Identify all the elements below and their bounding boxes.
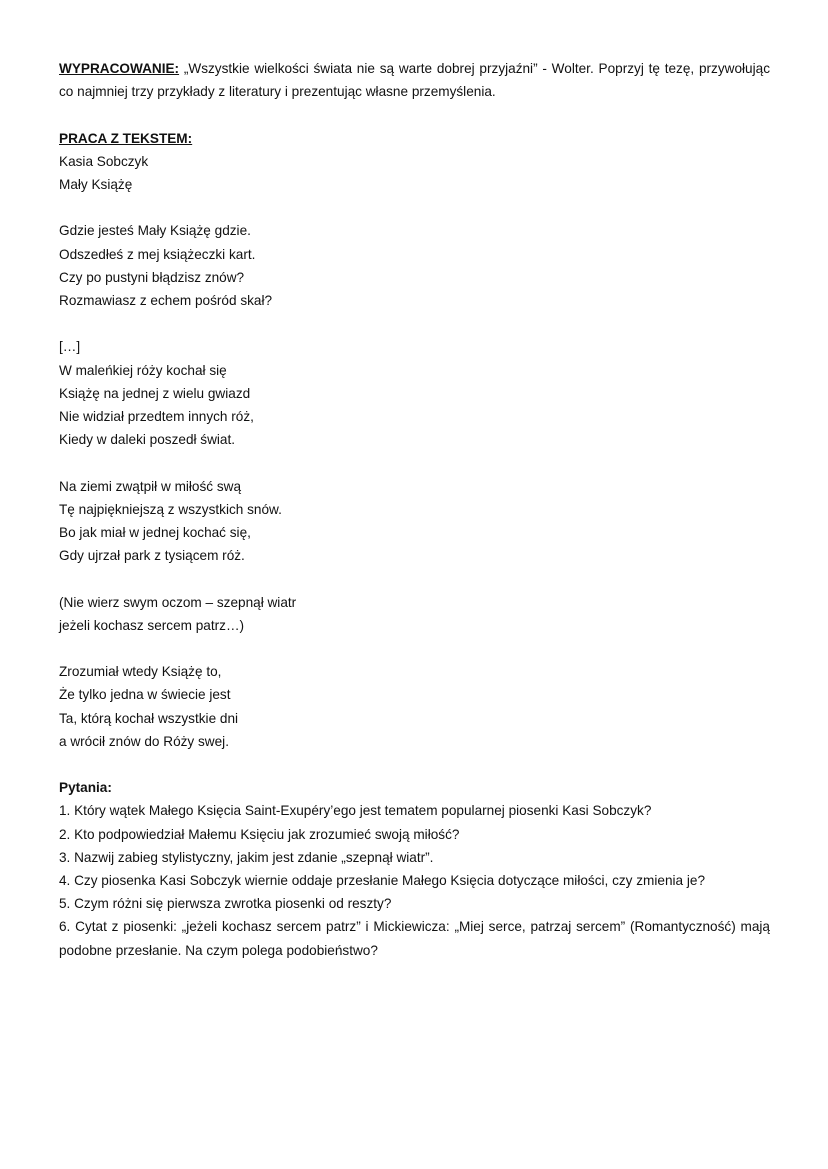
verse-line: Książę na jednej z wielu gwiazd — [59, 385, 251, 401]
verse-line: Czy po pustyni błądzisz znów? — [59, 269, 245, 285]
spacer — [59, 637, 770, 660]
assignment-paragraph — [59, 57, 770, 103]
verse-line: Na ziemi zwątpił w miłość swą — [59, 478, 242, 494]
verse-line: Tę najpiękniejszą z wszystkich snów. — [59, 501, 282, 517]
verse-line: Że tylko jedna w świecie jest — [59, 687, 231, 703]
text-work-section — [59, 127, 770, 197]
document-page — [59, 57, 770, 962]
spacer — [59, 103, 770, 126]
verse-line: jeżeli kochasz sercem patrz…) — [59, 617, 245, 633]
song-author: Kasia Sobczyk — [59, 153, 149, 169]
question-item: 6. Cytat z piosenki: „jeżeli kochasz sercem patrz” i Mickiewicza: „Miej serce, patrzaj sercem” (Romantyczność) mają podobne przesłanie. Na czym polega podobieństwo? — [59, 919, 770, 958]
spacer — [59, 312, 770, 335]
verse-line: Gdy ujrzał park z tysiącem róż. — [59, 548, 245, 564]
song-title: Mały Książę — [59, 177, 133, 192]
verse-line: Nie widział przedtem innych róż, — [59, 409, 254, 424]
question-item: 4. Czy piosenka Kasi Sobczyk wiernie oddaje przesłanie Małego Księcia dotyczące miłości, czy zmienia je? — [59, 873, 706, 888]
stanza-3 — [59, 475, 770, 568]
questions-heading: Pytania: — [59, 780, 112, 796]
verse-line: W maleńkiej róży kochał się — [59, 362, 227, 378]
stanza-1 — [59, 219, 770, 312]
stanza-4 — [59, 591, 770, 637]
stanza-2 — [59, 335, 770, 451]
verse-line: Zrozumiał wtedy Książę to, — [59, 664, 222, 680]
question-item: 5. Czym różni się pierwsza zwrotka piosenki od reszty? — [59, 896, 392, 912]
verse-line: Kiedy w daleki poszedł świat. — [59, 432, 236, 448]
question-item: 3. Nazwij zabieg stylistyczny, jakim jest zdanie „szepnął wiatr”. — [59, 849, 434, 865]
verse-line: Odszedłeś z mej książeczki kart. — [59, 246, 256, 262]
verse-line: (Nie wierz swym oczom – szepnął wiatr — [59, 594, 297, 610]
question-item: 2. Kto podpowiedział Małemu Księciu jak zrozumieć swoją miłość? — [59, 826, 460, 842]
spacer — [59, 451, 770, 474]
verse-line: Ta, którą kochał wszystkie dni — [59, 710, 239, 726]
verse-line: a wrócił znów do Róży swej. — [59, 733, 229, 749]
assignment-text: „Wszystkie wielkości świata nie są warte dobrej przyjaźni” - Wolter. Poprzyj tę tezę, przywołując co najmniej trzy przykłady z literatury i prezentując własne przemyślenia. — [59, 61, 770, 100]
verse-line: Gdzie jesteś Mały Książę gdzie. — [59, 223, 251, 239]
ellipsis-marker: […] — [59, 339, 81, 355]
question-item: 1. Który wątek Małego Księcia Saint-Exupéry’ego jest tematem popularnej piosenki Kasi Sobczyk? — [59, 803, 652, 819]
spacer — [59, 196, 770, 219]
text-work-heading: PRACA Z TEKSTEM: — [59, 130, 193, 146]
spacer — [59, 753, 770, 776]
verse-line: Rozmawiasz z echem pośród skał? — [59, 293, 273, 308]
stanza-5 — [59, 660, 770, 753]
questions-section — [59, 776, 770, 962]
assignment-heading: WYPRACOWANIE: — [59, 61, 180, 76]
verse-line: Bo jak miał w jednej kochać się, — [59, 525, 251, 540]
spacer — [59, 567, 770, 590]
